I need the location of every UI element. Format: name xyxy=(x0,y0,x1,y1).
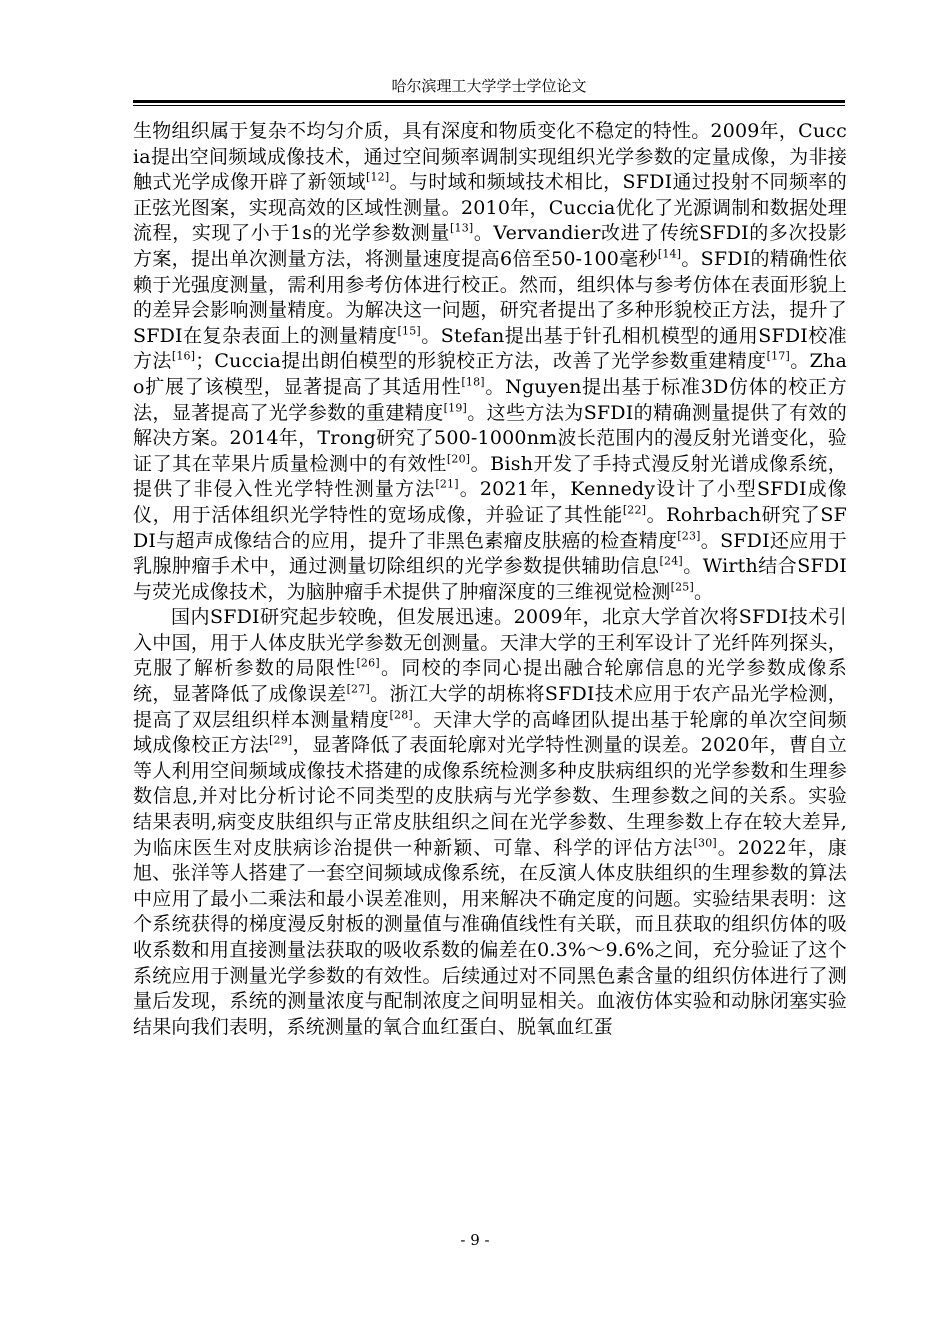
body-text xyxy=(133,119,847,1040)
header-rule-thick xyxy=(133,100,845,103)
text-run: 。Zhao扩展了该模型，显著提高了其适用性 xyxy=(133,350,847,398)
paragraph-domestic-research xyxy=(133,605,847,1040)
citation-ref: [24] xyxy=(659,554,683,568)
text-run: 。与时域和频域技术相比，SFDI通过投射不同频率的正弦光图案，实现高效的区域性测量。2010年，Cuccia优化了光源调制和数据处理流程，实现了小于1s的光学参数测量 xyxy=(133,171,847,245)
citation-ref: [16] xyxy=(171,350,196,364)
text-run: 生物组织属于复杂不均匀介质，具有深度和物质变化不稳定的特性。2009年，Cuccia提出空间频域成像技术，通过空间频率调制实现组织光学参数的定量成像，为非接触式光学成像开辟了新领域 xyxy=(133,120,847,194)
text-run: 。2021年，Kennedy设计了小型SFDI成像仪，用于活体组织光学特性的宽场成像，并验证了其性能 xyxy=(133,478,847,526)
citation-ref: [27] xyxy=(346,682,370,696)
text-run: 。天津大学的高峰团队提出基于轮廓的单次空间频域成像校正方法 xyxy=(133,708,847,757)
text-run: 。SFDI的精确性依赖于光强度测量，需利用参考仿体进行校正。然而，组织体与参考仿体在表面形貌上的差异会影响测量精度。为解决这一问题，研究者提出了多种形貌校正方法，提升了SFDI在复杂表面上的测量精度 xyxy=(133,247,847,347)
text-run: 。Nguyen提出基于标准3D仿体的校正方法，显著提高了光学参数的重建精度 xyxy=(133,375,847,424)
citation-ref: [14] xyxy=(657,247,682,261)
text-run: 。Wirth结合SFDI与荧光成像技术，为脑肿瘤手术提供了肿瘤深度的三维视觉检测 xyxy=(133,555,847,603)
citation-ref: [12] xyxy=(365,170,390,184)
text-run: 。Bish开发了手持式漫反射光谱成像系统，提供了非侵入性光学特性测量方法 xyxy=(133,452,847,501)
header-rule-thin xyxy=(133,105,845,106)
citation-ref: [28] xyxy=(389,708,413,722)
text-run: 。Stefan提出基于针孔相机模型的通用SFDI校准方法 xyxy=(133,324,847,373)
paragraph-international-research xyxy=(133,119,847,605)
citation-ref: [13] xyxy=(450,222,474,236)
text-run: 。浙江大学的胡栋将SFDI技术应用于农产品光学检测，提高了双层组织样本测量精度 xyxy=(133,683,848,731)
text-run: 。SFDI还应用于乳腺肿瘤手术中，通过测量切除组织的光学参数提供辅助信息 xyxy=(133,529,847,578)
citation-ref: [15] xyxy=(397,324,421,338)
citation-ref: [30] xyxy=(693,836,717,850)
citation-ref: [20] xyxy=(446,452,471,466)
citation-ref: [23] xyxy=(677,529,701,543)
text-run: 。Rohrbach研究了SFDI与超声成像结合的应用，提升了非黑色素瘤皮肤癌的检查精度 xyxy=(133,503,847,552)
text-run: 。同校的李同心提出融合轮廓信息的光学参数成像系统，显著降低了成像误差 xyxy=(133,657,847,706)
text-run: 。这些方法为SFDI的精确测量提供了有效的解决方案。2014年，Trong研究了500-1000nm波长范围内的漫反射光谱变化，验证了其在苹果片质量检测中的有效性 xyxy=(133,401,848,475)
text-run: 。2022年，康旭、张洋等人搭建了一套空间频域成像系统，在反演人体皮肤组织的生理参数的算法中应用了最小二乘法和最小误差准则，用来解决不确定度的问题。实验结果表明：这个系统获得的梯度漫反射板的测量值与准确值线性有关联，而且获取的组织仿体的吸收系数和用直接测量法获取的吸收系数的偏差在0.3%～9.6%之间，充分验证了这个系统应用于测量光学参数的有效性。后续通过对不同黑色素含量的组织仿体进行了测量后发现，系统的测量浓度与配制浓度之间明显相关。血液仿体实验和动脉闭塞实验结果向我们表明，系统测量的氧合血红蛋白、脱氧血红蛋 xyxy=(133,836,847,1038)
citation-ref: [21] xyxy=(435,477,459,491)
citation-ref: [25] xyxy=(670,580,694,594)
text-run: ，显著降低了表面轮廓对光学特性测量的误差。2020年，曹自立等人利用空间频域成像技术搭建的成像系统检测多种皮肤病组织的光学参数和生理参数信息,并对比分析讨论不同类型的皮肤病与光学参数、生理参数之间的关系。实验结果表明,病变皮肤组织与正常皮肤组织之间在光学参数、生理参数上存在较大差异,为临床医生对皮肤病诊治提供一种新颖、可靠、科学的评估方法 xyxy=(133,734,847,859)
text-run: 。Vervandier改进了传统SFDI的多次投影方案，提出单次测量方法，将测量速度提高6倍至50-100毫秒 xyxy=(133,222,847,270)
citation-ref: [26] xyxy=(356,657,380,671)
citation-ref: [19] xyxy=(443,401,468,415)
citation-ref: [29] xyxy=(269,733,293,747)
text-run: 国内SFDI研究起步较晚，但发展迅速。2009年，北京大学首次将SFDI技术引入中国，用于人体皮肤光学参数无创测量。天津大学的王利军设计了光纤阵列探头，克服了解析参数的局限性 xyxy=(133,606,847,680)
citation-ref: [22] xyxy=(622,503,647,517)
citation-ref: [17] xyxy=(766,350,790,364)
citation-ref: [18] xyxy=(461,375,485,389)
running-header: 哈尔滨理工大学学士学位论文 xyxy=(391,77,587,95)
page-number: - 9 - xyxy=(460,1231,490,1249)
text-run: 。 xyxy=(694,580,714,603)
text-run: ；Cuccia提出朗伯模型的形貌校正方法，改善了光学参数重建精度 xyxy=(195,350,767,373)
